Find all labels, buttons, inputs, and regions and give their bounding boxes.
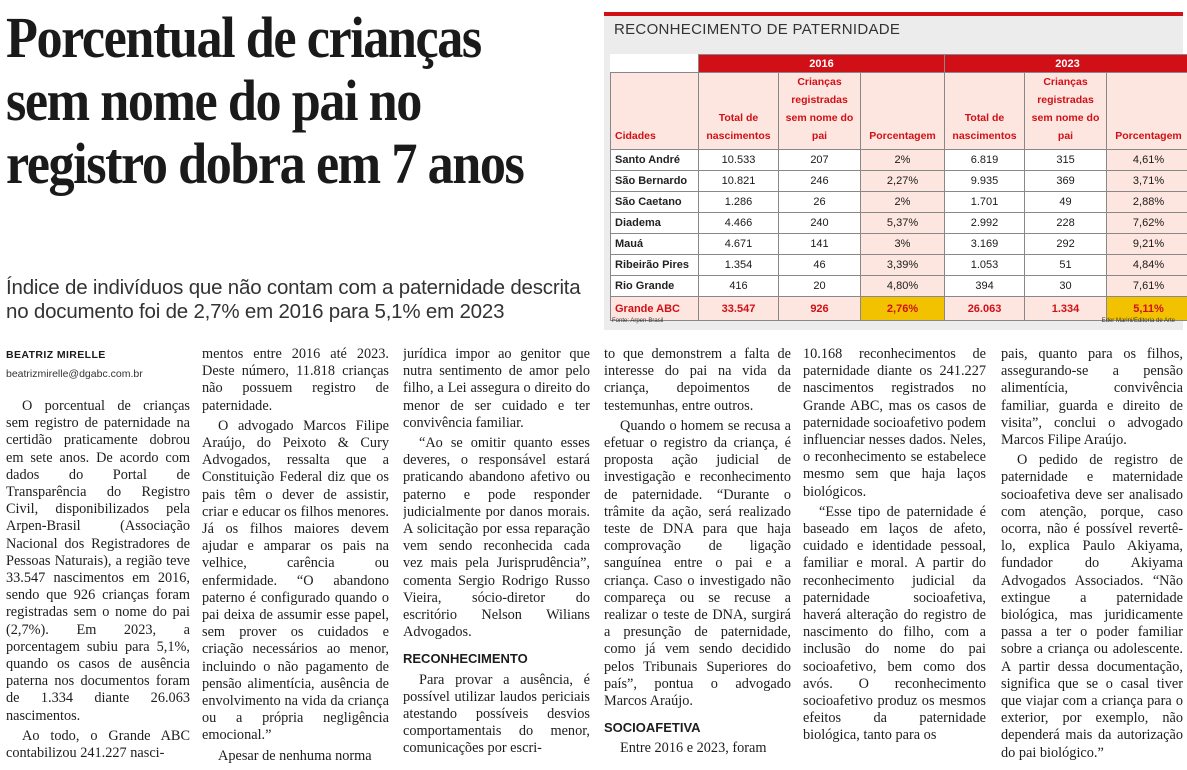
table-row-total <box>611 297 1187 321</box>
byline-email[interactable]: beatrizmirelle@dgabc.com.br <box>6 368 143 380</box>
value-cell: 292 <box>1025 234 1107 255</box>
total-city-cell: Grande ABC <box>611 297 699 321</box>
paternity-infobox <box>604 12 1183 330</box>
column-header: Porcentagem <box>1107 73 1187 150</box>
value-cell: 26 <box>779 192 861 213</box>
value-cell: 141 <box>779 234 861 255</box>
article-column-2 <box>202 346 389 770</box>
city-cell: São Caetano <box>611 192 699 213</box>
value-cell: 228 <box>1025 213 1107 234</box>
city-cell: Diadema <box>611 213 699 234</box>
total-cell-highlight: 2,76% <box>861 297 945 321</box>
table-body <box>611 150 1187 297</box>
column-header: Total de nascimentos <box>945 73 1025 150</box>
paragraph: Para provar a ausência, é possível utilizar laudos periciais atestando possíveis desvios comportamentais do menor, comunicações por escri- <box>403 671 590 757</box>
article-column-3 <box>403 346 590 770</box>
paragraph: “Ao se omitir quanto esses deveres, o responsável estará praticando abandono afetivo ou paterno e pode responder judicialmente por danos morais. A solicitação por essa reparação vem sendo reconhecida cada vez mais pela Jurisprudência”, comenta Sergio Rodrigo Russo Vieira, sócio-diretor do escritório Nelson Wilians Advogados. <box>403 435 590 641</box>
value-cell: 2% <box>861 150 945 171</box>
city-cell: Santo André <box>611 150 699 171</box>
value-cell: 46 <box>779 255 861 276</box>
value-cell: 3.169 <box>945 234 1025 255</box>
byline-author: BEATRIZ MIRELLE <box>6 349 106 361</box>
paragraph: “Esse tipo de paternidade é baseado em laços de afeto, cuidado e identidade pessoal, familiar e moral. A partir do reconhecimento judicial da paternidade socioafetiva, haverá alteração do registro de nascimento do filho, com a inclusão do nome do pai socioafetivo, bem como dos avós. O reconhecimento socioafetivo produz os mesmos efeitos da paternidade biológica, tanto para os <box>803 503 986 744</box>
infobox-source: Fonte: Arpen-Brasil <box>612 318 664 324</box>
paragraph: O pedido de registro de paternidade e maternidade socioafetiva deve ser analisado com atenção, porque, caso ocorra, não é possível revertê-lo, explica Paulo Akiyama, fundador do Akiyama Advogados Associados. “Não extingue a paternidade biológica, mas juridicamente passa a ter o poder familiar sobre a criança ou adolescente. A partir dessa documentação, significa que se o casal tiver que viajar com a criança para o exterior, por exemplo, não dependerá mais da autorização do pai biológico.” <box>1001 452 1183 761</box>
value-cell: 49 <box>1025 192 1107 213</box>
section-heading-socioafetiva: SOCIOAFETIVA <box>604 720 701 736</box>
value-cell: 9,21% <box>1107 234 1187 255</box>
value-cell: 4,80% <box>861 276 945 297</box>
paternity-table <box>610 54 1187 321</box>
headline-line-1: Porcentual de crianças <box>6 5 481 70</box>
column-header: Crianças registradas sem nome do pai <box>779 73 861 150</box>
value-cell: 7,62% <box>1107 213 1187 234</box>
value-cell: 4.671 <box>699 234 779 255</box>
value-cell: 4,84% <box>1107 255 1187 276</box>
value-cell: 9.935 <box>945 171 1025 192</box>
infobox-title: RECONHECIMENTO DE PATERNIDADE <box>614 21 901 38</box>
value-cell: 20 <box>779 276 861 297</box>
paragraph: O porcentual de crianças sem registro de paternidade na certidão praticamente dobrou em sete anos. De acordo com dados do Portal de Transparência do Registro Civil, disponibilizados pela Arpen-Brasil (Associação Nacional dos Registradores de Pessoas Naturais), a região teve 33.547 nascimentos em 2016, sendo que 926 crianças foram registradas sem o nome do pai (2,7%). Em 2023, a porcentagem subiu para 5,1%, quando os casos de ausência paterna nos documentos foram de 1.334 diante 26.063 nascimentos. <box>6 398 190 724</box>
paragraph: to que demonstrem a falta de interesse do pai na vida da criança, depoimentos de testemunhas, entre outros. <box>604 346 791 414</box>
year-header-2023: 2023 <box>945 55 1187 73</box>
table-row <box>611 171 1187 192</box>
paragraph: Apesar de nenhuma norma <box>218 747 372 764</box>
value-cell: 2% <box>861 192 945 213</box>
value-cell: 2,88% <box>1107 192 1187 213</box>
infobox-credit: Eder Marini/Editoria de Arte <box>1101 318 1175 324</box>
paragraph: Ao todo, o Grande ABC contabilizou 241.227 nasci- <box>6 727 190 762</box>
section-heading-reconhecimento: RECONHECIMENTO <box>403 651 528 667</box>
value-cell: 5,37% <box>861 213 945 234</box>
table-corner <box>611 55 699 73</box>
headline-line-2: sem nome do pai no <box>6 68 421 133</box>
value-cell: 10.533 <box>699 150 779 171</box>
value-cell: 3,71% <box>1107 171 1187 192</box>
year-header-2016: 2016 <box>699 55 945 73</box>
value-cell: 4,61% <box>1107 150 1187 171</box>
table-row <box>611 234 1187 255</box>
value-cell: 1.286 <box>699 192 779 213</box>
total-cell: 33.547 <box>699 297 779 321</box>
value-cell: 394 <box>945 276 1025 297</box>
value-cell: 1.701 <box>945 192 1025 213</box>
column-header-cities: Cidades <box>611 73 699 150</box>
value-cell: 369 <box>1025 171 1107 192</box>
column-header: Crianças registradas sem nome do pai <box>1025 73 1107 150</box>
value-cell: 3% <box>861 234 945 255</box>
column-header: Total de nascimentos <box>699 73 779 150</box>
article-column-1 <box>6 398 190 770</box>
paragraph: O advogado Marcos Filipe Araújo, do Peixoto & Cury Advogados, ressalta que a Constituição Federal diz que os pais têm o dever de assistir, criar e educar os filhos menores. Já os filhos maiores devem ajudar e amparar os pais na velhice, carência ou enfermidade. “O abandono paterno é configurado quando o pai deixa de assumir esse papel, sem prover os cuidados e criação necessários ao menor, incluindo o não pagamento de pensão alimentícia, ausência de envolvimento na vida da criança ou a própria negligência emocional.” <box>202 417 389 744</box>
article-column-6 <box>1001 346 1183 770</box>
table-row <box>611 192 1187 213</box>
value-cell: 6.819 <box>945 150 1025 171</box>
city-cell: Mauá <box>611 234 699 255</box>
table-row <box>611 213 1187 234</box>
value-cell: 1.053 <box>945 255 1025 276</box>
table-row <box>611 150 1187 171</box>
table-row <box>611 276 1187 297</box>
value-cell: 51 <box>1025 255 1107 276</box>
total-cell: 1.334 <box>1025 297 1107 321</box>
city-cell: Rio Grande <box>611 276 699 297</box>
headline <box>6 6 592 195</box>
value-cell: 10.821 <box>699 171 779 192</box>
paragraph: Entre 2016 e 2023, foram <box>620 740 767 757</box>
value-cell: 1.354 <box>699 255 779 276</box>
table-row <box>611 255 1187 276</box>
paragraph: mentos entre 2016 até 2023. Deste número, 11.818 crianças não possuem registro de paternidade. <box>202 346 389 414</box>
city-cell: Ribeirão Pires <box>611 255 699 276</box>
value-cell: 2,27% <box>861 171 945 192</box>
value-cell: 207 <box>779 150 861 171</box>
value-cell: 246 <box>779 171 861 192</box>
value-cell: 7,61% <box>1107 276 1187 297</box>
article-column-4 <box>604 346 791 770</box>
article-column-5 <box>803 346 986 770</box>
total-cell: 26.063 <box>945 297 1025 321</box>
total-cell-highlight: 5,11% <box>1107 297 1187 321</box>
value-cell: 4.466 <box>699 213 779 234</box>
paragraph: 10.168 reconhecimentos de paternidade diante os 241.227 nascimentos registrados no Grande ABC, mas os casos de paternidade socioafetivo podem influenciar nesses dados. Neles, o reconhecimento se estabelece mesmo sem que haja laços biológicos. <box>803 346 986 500</box>
value-cell: 30 <box>1025 276 1107 297</box>
paragraph: pais, quanto para os filhos, assegurando-se a pensão alimentícia, convivência familiar, guarda e direito de visita”, conclui o advogado Marcos Filipe Araújo. <box>1001 346 1183 449</box>
value-cell: 2.992 <box>945 213 1025 234</box>
headline-line-3: registro dobra em 7 anos <box>6 131 524 196</box>
value-cell: 315 <box>1025 150 1107 171</box>
total-cell: 926 <box>779 297 861 321</box>
value-cell: 240 <box>779 213 861 234</box>
subheadline: Índice de indivíduos que não contam com a paternidade descrita no documento foi de 2,7% em 2016 para 5,1% em 2023 <box>6 276 581 323</box>
paragraph: Quando o homem se recusa a efetuar o registro da criança, é proposta ação judicial de investigação e reconhecimento de paternidade. “Durante o trâmite da ação, será realizado teste de DNA para que haja comprovação de ligação sanguínea entre o pai e a criança. Caso o investigado não compareça ou se recuse a realizar o teste de DNA, surgirá a presunção de paternidade, como já vem sendo decidido pelos Tribunais Superiores do país”, pontua o advogado Marcos Araújo. <box>604 417 791 710</box>
city-cell: São Bernardo <box>611 171 699 192</box>
paragraph: jurídica impor ao genitor que nutra sentimento de amor pelo filho, a Lei assegura o direito do menor de ser cuidado e ter convivência familiar. <box>403 346 590 431</box>
infobox-accent-rule <box>604 12 1183 16</box>
value-cell: 3,39% <box>861 255 945 276</box>
column-header: Porcentagem <box>861 73 945 150</box>
value-cell: 416 <box>699 276 779 297</box>
